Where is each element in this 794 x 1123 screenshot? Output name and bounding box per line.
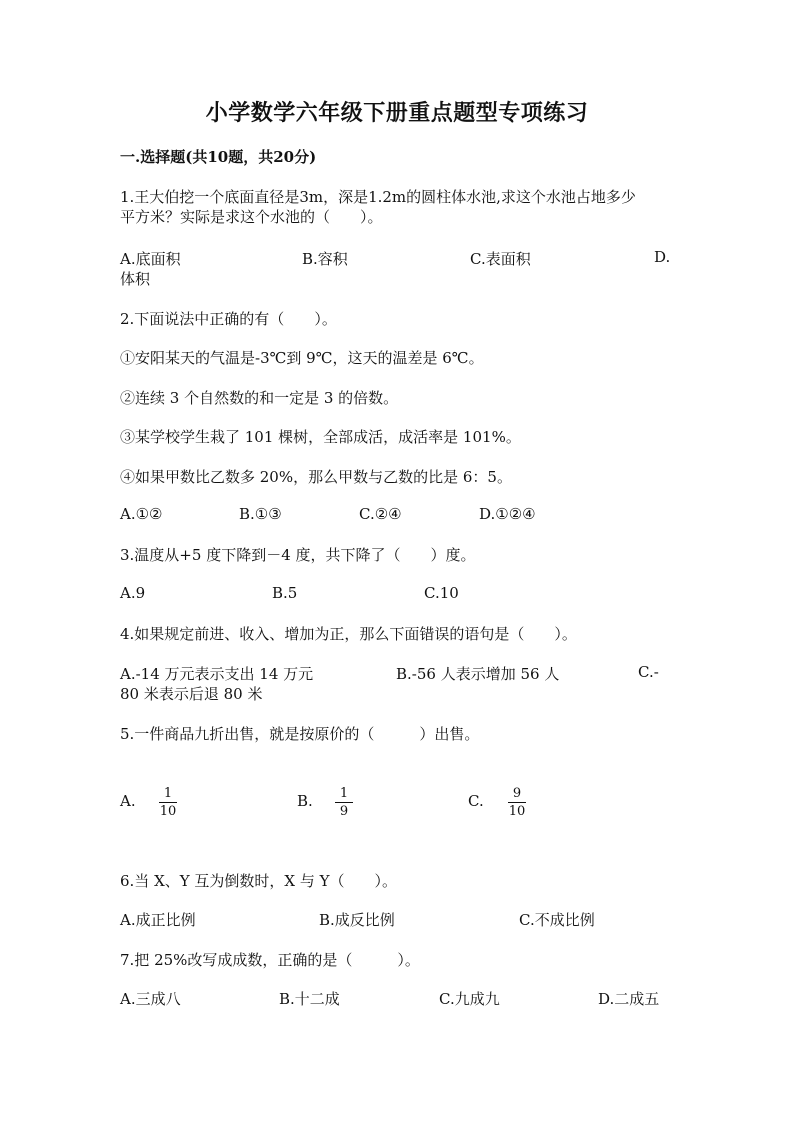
fraction-bar — [508, 802, 526, 803]
q2-statement-3: ③某学校学生栽了 101 棵树，全部成活，成活率是 101%。 — [120, 428, 521, 446]
q1-stem-line1: 1.王大伯挖一个底面直径是3m，深是1.2m的圆柱体水池,求这个水池占地多少 — [120, 188, 636, 206]
q1-option-d-continued: 体积 — [120, 270, 151, 288]
q2-option-a: A.①② — [120, 505, 163, 523]
fraction-numerator: 1 — [339, 786, 349, 801]
q5-option-c-fraction — [508, 786, 526, 819]
q7-option-a: A.三成八 — [120, 990, 181, 1008]
q4-option-c: C.- — [638, 663, 659, 681]
fraction-bar — [335, 802, 353, 803]
q2-option-d: D.①②④ — [479, 505, 536, 523]
q3-stem: 3.温度从+5 度下降到－4 度，共下降了（ ）度。 — [120, 546, 476, 564]
q2-statement-2: ②连续 3 个自然数的和一定是 3 的倍数。 — [120, 389, 399, 407]
q7-option-b: B.十二成 — [279, 990, 340, 1008]
q7-option-c: C.九成九 — [439, 990, 500, 1008]
q5-stem: 5.一件商品九折出售，就是按原价的（ ）出售。 — [120, 725, 480, 743]
q1-option-b: B.容积 — [302, 250, 348, 268]
q3-option-c: C.10 — [424, 584, 459, 602]
q6-option-b: B.成反比例 — [319, 911, 395, 929]
q4-option-c-continued: 80 米表示后退 80 米 — [120, 685, 263, 703]
q2-stem: 2.下面说法中正确的有（ ）。 — [120, 310, 337, 328]
q7-stem: 7.把 25%改写成成数，正确的是（ ）。 — [120, 951, 420, 969]
fraction-bar — [159, 802, 177, 803]
q2-option-b: B.①③ — [239, 505, 282, 523]
q1-option-c: C.表面积 — [470, 250, 531, 268]
fraction-denominator: 9 — [339, 804, 349, 819]
q5-option-b-label: B. — [297, 792, 313, 810]
q7-option-d: D.二成五 — [598, 990, 660, 1008]
q4-option-b: B.-56 人表示增加 56 人 — [396, 665, 560, 683]
q5-option-a-label: A. — [120, 792, 136, 810]
fraction-numerator: 9 — [512, 786, 522, 801]
q4-stem: 4.如果规定前进、收入、增加为正，那么下面错误的语句是（ ）。 — [120, 625, 577, 643]
q6-option-c: C.不成比例 — [519, 911, 595, 929]
q4-option-a: A.-14 万元表示支出 14 万元 — [120, 665, 314, 683]
q5-option-b-fraction — [335, 786, 353, 819]
q2-statement-4: ④如果甲数比乙数多 20%，那么甲数与乙数的比是 6：5。 — [120, 468, 512, 486]
q6-option-a: A.成正比例 — [120, 911, 196, 929]
q1-option-a: A.底面积 — [120, 250, 181, 268]
page-title: 小学数学六年级下册重点题型专项练习 — [205, 100, 589, 126]
fraction-denominator: 10 — [159, 804, 177, 819]
fraction-numerator: 1 — [163, 786, 173, 801]
q5-option-a-fraction — [159, 786, 177, 819]
q2-option-c: C.②④ — [359, 505, 402, 523]
section-heading: 一.选择题(共10题，共20分) — [120, 148, 317, 166]
q3-option-a: A.9 — [120, 584, 146, 602]
q3-option-b: B.5 — [272, 584, 298, 602]
q1-stem-line2: 平方米？实际是求这个水池的（ ）。 — [120, 208, 383, 226]
q5-option-c-label: C. — [468, 792, 484, 810]
fraction-denominator: 10 — [508, 804, 526, 819]
q1-option-d: D. — [654, 248, 671, 266]
q2-statement-1: ①安阳某天的气温是-3℃到 9℃，这天的温差是 6℃。 — [120, 349, 484, 367]
q6-stem: 6.当 X、Y 互为倒数时，X 与 Y（ ）。 — [120, 872, 398, 890]
